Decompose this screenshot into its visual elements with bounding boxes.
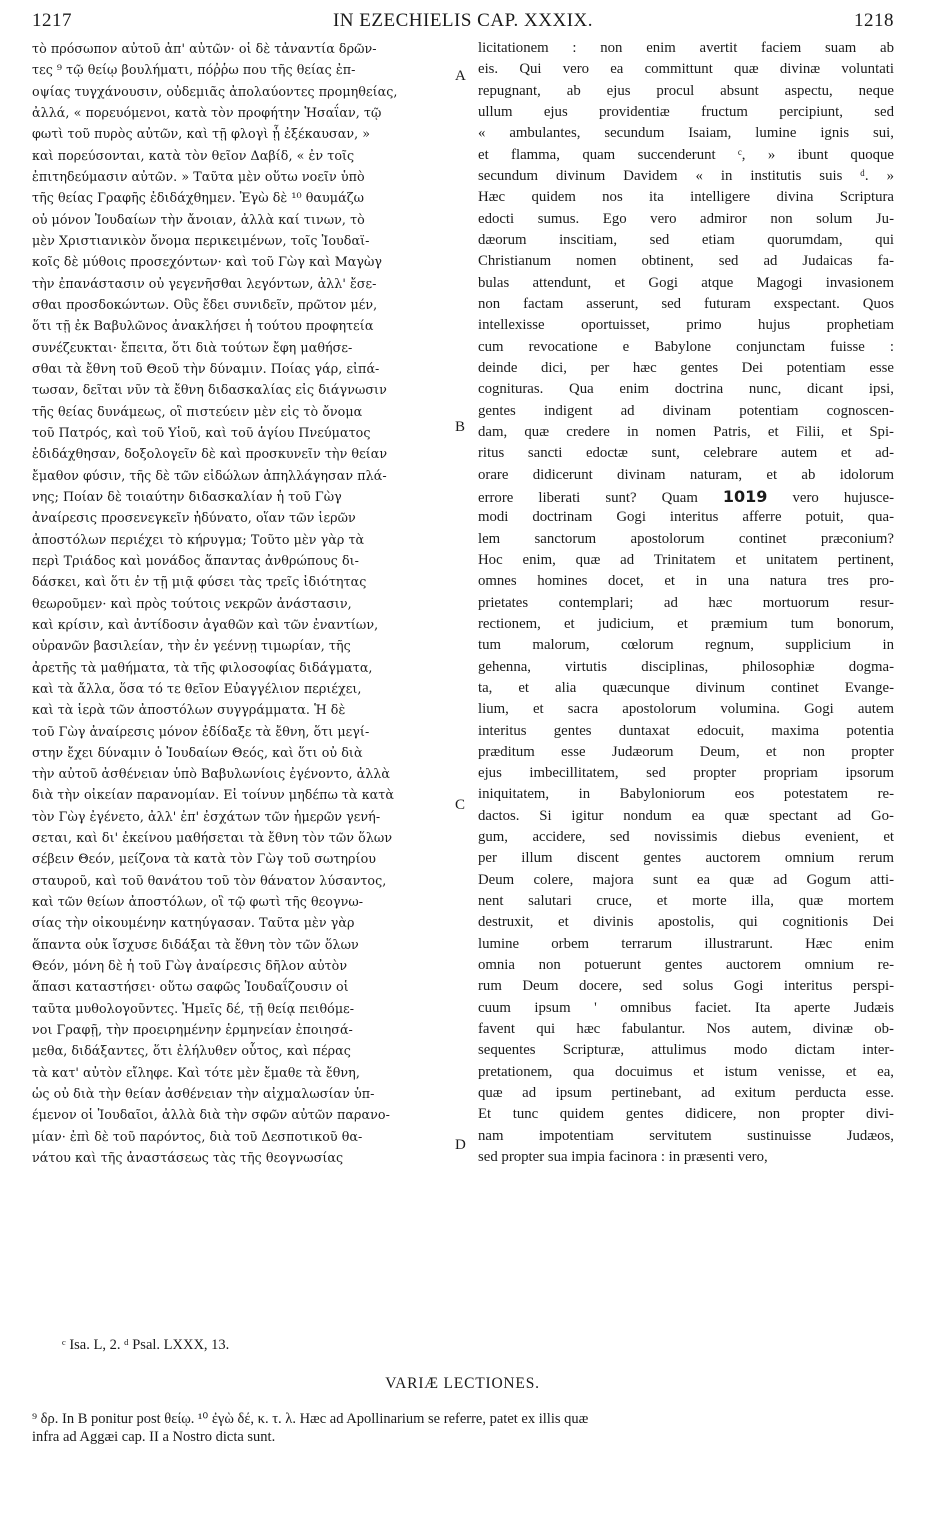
greek-line: νης; Ποίαν δὲ τοιαύτην διδασκαλίαν ἡ τοῦ Γὼγ — [32, 488, 342, 504]
greek-line: σεται, καὶ δι' ἐκείνου μαθήσεται τὰ ἔθνη τὸν τῶν ὅλων — [32, 830, 393, 846]
latin-line: gentes indigent ad divinam potentiam cognoscen- — [478, 402, 894, 419]
greek-line: καὶ κρίσιν, καὶ ἀντίδοσιν ἀγαθῶν καὶ τῶν ἐναντίων, — [32, 616, 379, 632]
greek-line: ἀρετῆς τὰ μαθήματα, τὰ τῆς φιλοσοφίας διδάγματα, — [32, 659, 373, 675]
latin-line: dactos. Si igitur nondum ea quæ spectant ad Go- — [478, 807, 894, 824]
greek-line: θεωροῦμεν· καὶ πρὸς τούτοις νεκρῶν ἀνάστασιν, — [32, 595, 352, 611]
latin-column — [478, 38, 894, 1168]
latin-line: cognituras. Qua enim doctrina nunc, dicant ipsi, — [478, 381, 894, 398]
greek-line: ἅπαντα οὐκ ἴσχυσε διδάξαι τὰ ἔθνη τὸν τῶν ὅλων — [32, 936, 359, 952]
greek-line: καὶ πορεύσονται, κατὰ τὸν θεῖον Δαβίδ, « ἐν τοῖς — [32, 147, 355, 163]
latin-line: edocti sumus. Ego vero admiror non solum Ju- — [478, 210, 894, 227]
greek-line: τὴν ἐπανάστασιν οὐ γεγενῆσθαι λεγόντων, ἀλλ' ἔσε- — [32, 275, 377, 291]
latin-line: sequentes Scripturæ, attulimus modo dictam inter- — [478, 1042, 894, 1059]
greek-line: κοῖς δὲ μύθοις προσεχόντων· καὶ τοῦ Γὼγ καὶ Μαγὼγ — [32, 254, 383, 270]
latin-line: favent qui hæc fabulantur. Nos autem, divinæ ob- — [478, 1021, 894, 1038]
greek-line: μίαν· ἐπὶ δὲ τοῦ παρόντος, διὰ τοῦ Δεσποτικοῦ θα- — [32, 1128, 363, 1144]
greek-line: τοῦ Γὼγ ἀναίρεσις μόνον ἐδίδαξε τὰ ἔθνη, ὅτι μεγί- — [32, 723, 370, 739]
latin-line: gehenna, virtutis disciplinas, philosophiæ dogma- — [478, 658, 894, 675]
greek-line: ἀποστόλων περιέχει τὸ κήρυγμα; Τοῦτο μὲν γὰρ τὰ — [32, 531, 365, 547]
greek-line: έμενον οἱ Ἰουδαῖοι, ἀλλὰ διὰ τὴν σφῶν αὐτῶν παρανο- — [32, 1107, 390, 1123]
latin-line: ritus sancti edoctæ sunt, celebrare autem et ad- — [478, 445, 894, 462]
latin-line: ullum ejus providentiæ fructum percipiunt, sed — [478, 103, 894, 120]
variae-lectiones-title: VARIÆ LECTIONES. — [385, 1375, 540, 1392]
page-number-left: 1217 — [32, 10, 72, 31]
section-letter-a: A — [455, 68, 466, 84]
running-header — [32, 10, 894, 40]
greek-line: καὶ τῶν θείων ἀποστόλων, οἳ τῷ φωτὶ τῆς θεογνω- — [32, 894, 364, 910]
greek-line: σταυροῦ, καὶ τοῦ θανάτου τοῦ τὸν θάνατον λύσαντος, — [32, 872, 387, 888]
latin-line: deinde dici, per hæc gentes Dei potentiam esse — [478, 359, 894, 376]
latin-line: secundum divinum Davidem « in institutis suis ᵈ. » — [478, 167, 894, 184]
latin-line: « ambulantes, secundum Isaiam, lumine ignis sui, — [478, 125, 894, 142]
variae-lectiones — [32, 1410, 894, 1446]
greek-line: σέβειν Θεόν, μείζονα τὰ κατὰ τὸν Γὼγ τοῦ σωτηρίου — [32, 851, 377, 867]
greek-line: δάσκει, καὶ ὅτι ἐν τῇ μιᾷ φύσει τὰς τρεῖς ἰδιότητας — [32, 574, 367, 590]
section-letter-c: C — [455, 797, 466, 813]
latin-line: rum Deum docere, sed solus Gogi interitus perspi- — [478, 978, 894, 995]
latin-line: nam impotentiam servitutem sustinuisse Judæos, — [478, 1127, 894, 1144]
greek-line: σθαι προσδοκώντων. Οὓς ἔδει συνιδεῖν, πρῶτον μέν, — [32, 296, 378, 312]
latin-line: et flamma, quam succenderunt ᶜ, » ibunt quoque — [478, 146, 894, 163]
greek-line: σίας τὴν οἰκουμένην κατηύγασαν. Ταῦτα μὲν γὰρ — [32, 915, 355, 931]
greek-line: στην ἔχει δύναμιν ὁ Ἰουδαίων Θεός, καὶ ὅτι οὐ διὰ — [32, 744, 363, 760]
greek-line: τὴν αὐτοῦ ἀσθένειαν ὑπὸ Βαβυλωνίοις ἐγένοντο, ἀλλὰ — [32, 766, 391, 782]
latin-line: cuum ipsum ' omnibus faciet. Ita aperte Judæis — [478, 999, 894, 1016]
greek-line: τὸ πρόσωπον αὐτοῦ ἀπ' αὐτῶν· οἱ δὲ τἀναντία δρῶν- — [32, 41, 377, 56]
section-letter-d: D — [455, 1137, 466, 1153]
latin-line: interitus gentes duntaxat edocuit, maxima potentia — [478, 722, 894, 739]
latin-line: per illum discent gentes auctorem omnium rerum — [478, 850, 894, 867]
latin-line: Hæc quidem nos ita intelligere divina Scriptura — [478, 189, 894, 206]
greek-line: ὅτι τῇ ἐκ Βαβυλῶνος ἀνακλήσει ἡ τούτου προφητεία — [32, 318, 374, 334]
latin-line: Christianum nomen obtinent, sed ad Judaicas fa- — [478, 253, 894, 270]
variae-line: ⁹ δρ. In B ponitur post θείῳ. ¹⁰ ἐγὼ δέ, κ. τ. λ. Hæc ad Apollinarium se referre, patet ex illis quæ — [32, 1411, 589, 1427]
latin-line: tum malorum, cœlorum regnum, supplicium in — [478, 637, 894, 654]
latin-line: licitationem : non enim avertit faciem suam ab — [478, 40, 894, 56]
latin-line: prietates contemplari; ad hæc mortuorum resur- — [478, 594, 894, 611]
greek-line: μεθα, διδάξαντες, ὅτι ἐλήλυθεν οὗτος, καὶ πέρας — [32, 1043, 351, 1059]
greek-line: σθαι τὰ ἔθνη τοῦ Θεοῦ τὴν δύναμιν. Ποίας γάρ, εἰπά- — [32, 360, 380, 376]
latin-line: nent salutari cruce, et morte illa, quæ mortem — [478, 893, 894, 910]
greek-line: οψίας τυγχάνουσιν, οὐδεμιᾶς ἀπολαύοντες προμηθείας, — [32, 83, 398, 99]
latin-line: Deum colere, majora sunt ea quæ ad Gogum atti- — [478, 871, 894, 888]
greek-line: ἔμαθον φύσιν, τῆς δὲ τῶν εἰδώλων ἀπηλλάγησαν πλά- — [32, 467, 387, 483]
latin-line: cum revocatione e Babylone conjunctam fuisse : — [478, 338, 894, 355]
latin-line: iniquitatem, in Babyloniorum eos potestatem re- — [478, 786, 894, 803]
greek-line: περὶ Τριάδος καὶ μονάδος ἅπαντας ἀνθρώπους δι- — [32, 552, 360, 568]
greek-line: φωτὶ τοῦ πυρὸς αὐτῶν, καὶ τῇ φλογὶ ᾗ ἐξέκαυσαν, » — [32, 126, 371, 142]
greek-line: ταῦτα μυθολογοῦντες. Ἡμεῖς δέ, τῇ θείᾳ πειθόμε- — [32, 1000, 355, 1016]
latin-line: destruxit, et divinis apostolis, qui cognitionis Dei — [478, 914, 894, 931]
latin-line: lem sanctorum apostolorum continet præconium? — [478, 530, 894, 547]
greek-line: νοι Γραφῇ, τὴν προειρημένην ἑρμηνείαν ἐποιησά- — [32, 1022, 353, 1038]
greek-line: τῆς θείας δυνάμεως, οἳ πιστεύειν μὲν εἰς τὸ ὄνομα — [32, 403, 363, 419]
latin-line: orare didicerunt divinam naturam, et ab idolorum — [478, 466, 894, 483]
latin-line: Et tunc quidem gentes didicere, non propter divi- — [478, 1106, 894, 1123]
greek-line: τες ⁹ τῷ θείῳ βουλήματι, πόῤῥω που τῆς θείας ἐπ- — [32, 62, 356, 78]
greek-line: συνέζευκται· ἔπειτα, ὅτι διὰ τούτων ἔφη μαθήσε- — [32, 339, 353, 355]
greek-line: τοῦ Πατρός, καὶ τοῦ Υἱοῦ, καὶ τοῦ ἁγίου Πνεύματος — [32, 424, 371, 440]
latin-line: ejus imbecillitatem, sed propter propriam ipsorum — [478, 765, 894, 782]
latin-line: quæ ad ipsum pertinebant, ad exitum perducta esse. — [478, 1085, 894, 1102]
latin-line: rectionem, et judicium, et præmium tum bonorum, — [478, 615, 894, 632]
latin-line: lumine orbem terrarum illustrarunt. Hæc enim — [478, 935, 894, 952]
latin-line: sed propter sua impia facinora : in præsenti vero, — [478, 1149, 768, 1166]
latin-line: modi doctrinam Gogi interitus afferre potuit, qua- — [478, 509, 894, 526]
greek-line: τωσαν, δεῖται νῦν τὰ ἔθνη διδασκαλίας εἰς διάγνωσιν — [32, 382, 387, 398]
latin-line: gum, accidere, sed novissimis diebus evenient, et — [478, 829, 894, 846]
latin-line: Hoc enim, quæ ad Trinitatem et unitatem pertinent, — [478, 551, 894, 568]
greek-line: τὸν Γὼγ ἐγένετο, ἀλλ' ἐπ' ἐσχάτων τῶν ἡμερῶν γενή- — [32, 808, 381, 824]
latin-line: præditum esse Judæorum Deum, et non propter — [478, 743, 894, 760]
greek-line: ἀλλά, « πορευόμενοι, κατὰ τὸν προφήτην Ἡσαΐαν, τῷ — [32, 104, 382, 120]
greek-line: Θεόν, μόνη δὲ ἡ τοῦ Γὼγ ἀναίρεσις δῆλον αὐτὸν — [32, 958, 348, 974]
greek-line: νάτου καὶ τῆς ἀναστάσεως τὰς τῆς θεογνωσίας — [32, 1150, 344, 1166]
section-letter-b: B — [455, 419, 466, 435]
greek-line: τῆς θείας Γραφῆς ἐδιδάχθημεν. Ἐγὼ δὲ ¹⁰ θαυμάζω — [32, 190, 365, 206]
latin-line: non factam asserunt, sed futuram exspectant. Quos — [478, 295, 894, 312]
greek-line: ἐπιτηδεύμασιν αὐτῶν. » Ταῦτα μὲν οὕτω νοεῖν ὑπὸ — [32, 168, 365, 184]
greek-line: ὡς οὐ διὰ τὴν θείαν ἀσθένειαν τὴν αἰχμαλωσίαν ὑπ- — [32, 1086, 375, 1102]
latin-line: eis. Qui vero ea committunt quæ divinæ voluntati — [478, 61, 894, 78]
latin-line: lium, et sacra apostolorum volumina. Gogi autem — [478, 701, 894, 718]
latin-line: omnes homines docet, et in una natura tres pro- — [478, 573, 894, 590]
latin-line: errore liberati sunt? Quam 1019 vero hujusce- — [478, 486, 894, 506]
greek-line: καὶ τὰ ἄλλα, ὅσα τό τε θεῖον Εὐαγγέλιον περιέχει, — [32, 680, 362, 696]
latin-line: bulas attendunt, et Gogi atque Magogi invasionem — [478, 274, 894, 291]
latin-line: ta, et alia quæcunque divinum continet Evange- — [478, 679, 894, 696]
greek-line: ἅπασι καταστήσει· οὕτω σαφῶς Ἰουδαΐζουσιν οἱ — [32, 979, 349, 995]
latin-line: repugnant, ab ejus procul absunt aspectu, neque — [478, 82, 894, 99]
latin-line: intellexisse oportuisset, primo hujus prophetiam — [478, 317, 894, 334]
page-number-right: 1218 — [854, 10, 894, 31]
greek-line: οὐ μόνον Ἰουδαίων τὴν ἄνοιαν, ἀλλὰ καί τινων, τὸ — [32, 211, 365, 227]
greek-line: διὰ τὴν οἰκείαν παρανομίαν. Εἰ τοίνυν μηδέπω τὰ κατὰ — [32, 787, 394, 803]
latin-line: dæorum inscitiam, sed etiam quorumdam, qui — [478, 231, 894, 248]
latin-line: omnia non potuerunt gentes auctorem omnium re- — [478, 957, 894, 974]
greek-line: καὶ τὰ ἱερὰ τῶν ἀποστόλων συγγράμματα. Ἡ δὲ — [32, 702, 346, 718]
greek-line: ἀναίρεσις προσενεγκεῖν ἠδύνατο, οἵαν τῶν ἱερῶν — [32, 510, 356, 526]
greek-line: οὐρανῶν βασιλείαν, τὴν ἐν γεέννῃ τιμωρίαν, τῆς — [32, 638, 351, 654]
greek-line: μὲν Χριστιανικὸν ὄνομα περικειμένων, τοῖς Ἰουδαϊ- — [32, 232, 370, 248]
greek-column — [32, 38, 460, 1168]
greek-line: τὰ κατ' αὐτὸν εἴληφε. Καὶ τότε μὲν ἔμαθε τὰ ἔθνη, — [32, 1064, 360, 1080]
column-number: 1019 — [722, 486, 768, 506]
latin-line: dam, quæ credere in nomen Patris, et Filii, et Spi- — [478, 423, 894, 440]
footnote: ᶜ Isa. L, 2. ᵈ Psal. LXXX, 13. — [62, 1337, 230, 1353]
greek-line: ἐδιδάχθησαν, δοξολογεῖν δὲ καὶ προσκυνεῖν τὴν θείαν — [32, 446, 388, 462]
variae-line: infra ad Aggæi cap. II a Nostro dicta sunt. — [32, 1429, 276, 1445]
latin-line: pretationem, qua docuimus et istum venisse, et ea, — [478, 1063, 894, 1080]
running-title: IN EZECHIELIS CAP. XXXIX. — [332, 10, 593, 31]
